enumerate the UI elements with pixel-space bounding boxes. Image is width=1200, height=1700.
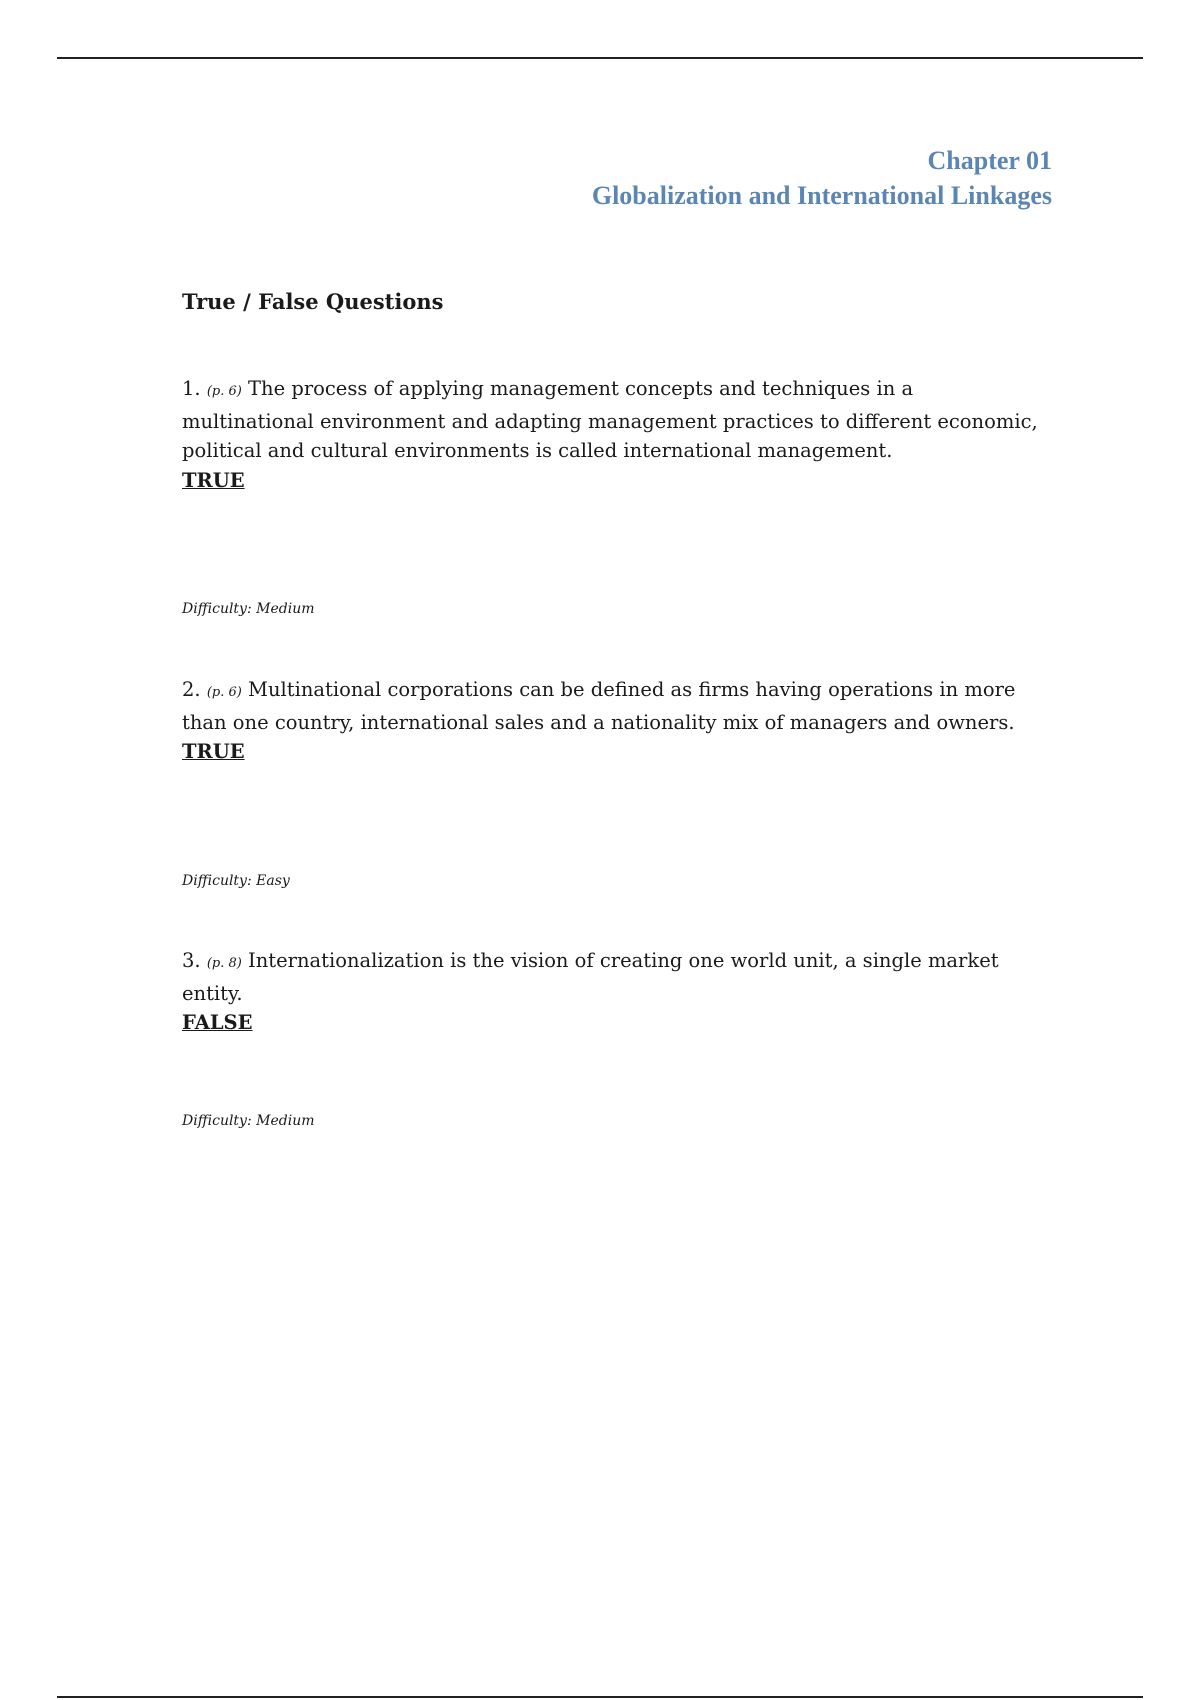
page-reference: (p. 6) xyxy=(206,384,242,399)
chapter-title: Globalization and International Linkages xyxy=(591,181,1052,210)
question-number: 3. xyxy=(182,949,201,972)
question-number: 2. xyxy=(182,678,201,701)
page-reference: (p. 8) xyxy=(206,956,242,971)
chapter-header xyxy=(592,143,1052,213)
section-title: True / False Questions xyxy=(182,289,444,314)
answer: FALSE xyxy=(182,1011,253,1034)
answer: TRUE xyxy=(182,740,245,763)
difficulty-2: Difficulty: Easy xyxy=(182,873,290,889)
answer: TRUE xyxy=(182,468,245,492)
question-number: 1. xyxy=(182,377,201,400)
page-reference: (p. 6) xyxy=(206,685,242,700)
question-3 xyxy=(182,946,1042,1038)
question-1 xyxy=(182,374,1042,495)
question-text: Multinational corporations can be defined as firms having operations in more than one country, international sales and a nationality mix of managers and owners. xyxy=(182,678,1016,734)
difficulty-1: Difficulty: Medium xyxy=(182,601,315,617)
difficulty-3: Difficulty: Medium xyxy=(182,1113,315,1129)
question-text: The process of applying management concepts and techniques in a multinational environment and adapting management practices to different economic, political and cultural environments is called international management. xyxy=(182,377,1038,462)
question-2 xyxy=(182,675,1042,767)
top-rule xyxy=(57,57,1143,59)
bottom-rule xyxy=(57,1696,1143,1698)
question-text: Internationalization is the vision of creating one world unit, a single market entity. xyxy=(182,949,999,1005)
chapter-number: Chapter 01 xyxy=(927,146,1052,175)
